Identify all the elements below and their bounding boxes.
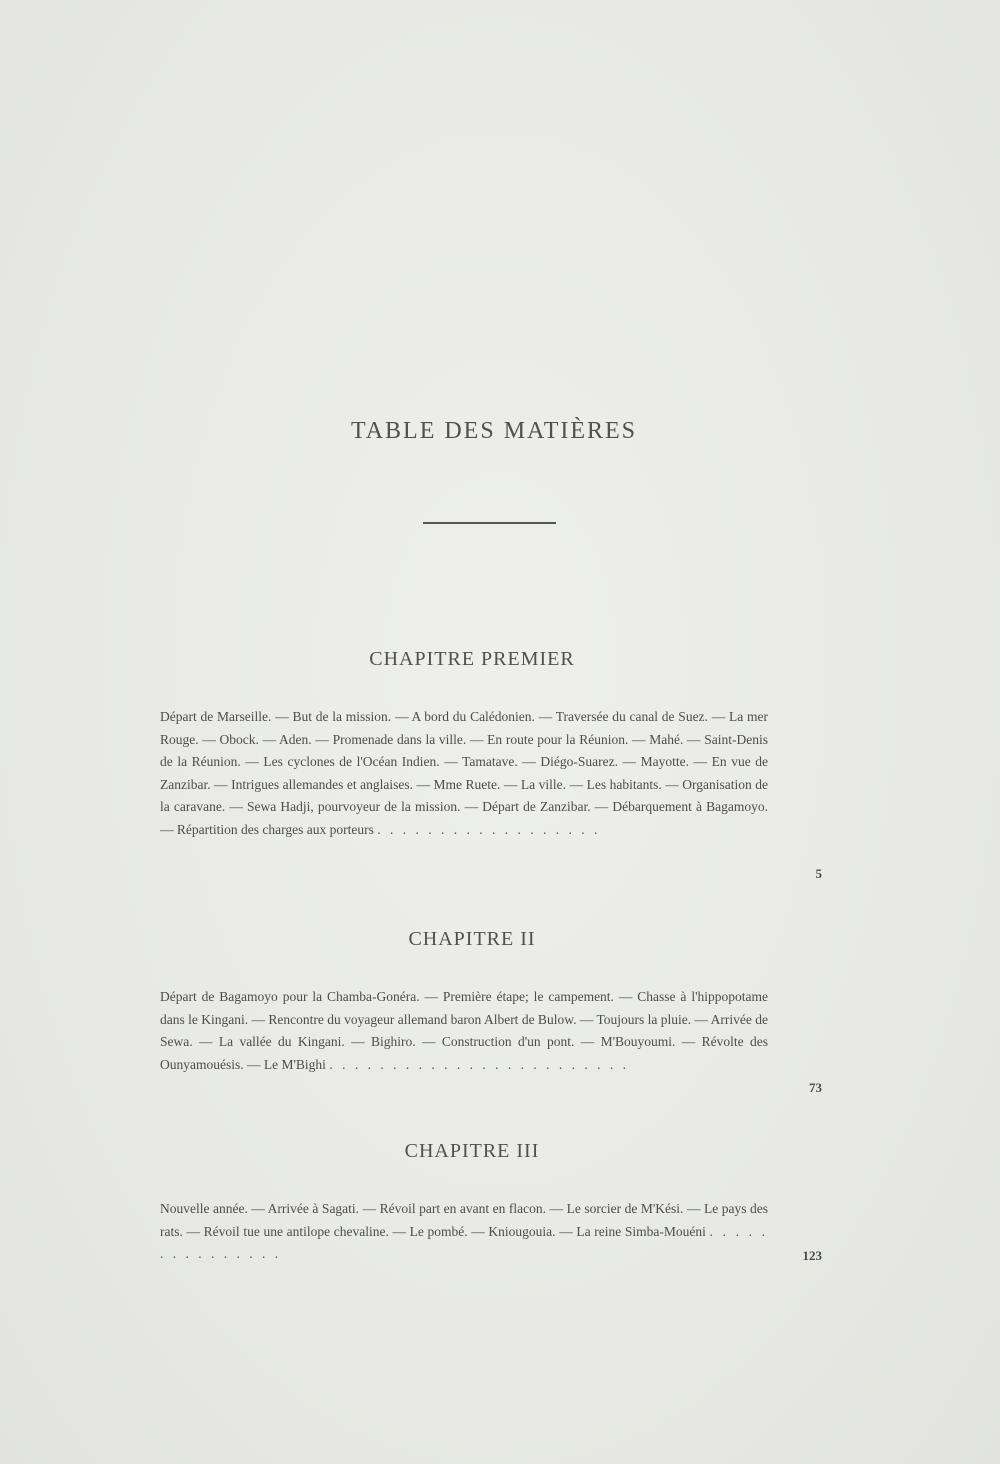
chapter-heading-3: CHAPITRE III <box>404 1140 540 1162</box>
page-title: TABLE DES MATIÈRES <box>350 418 638 444</box>
chapter-summary-text-3: Nouvelle année. — Arrivée à Sagati. — Révoil part en avant en flacon. — Le sorcier de M'Kési. — Le pays des rats. — Révoil tue une antilope chevaline. — Le pombé. — Kniougouia. — La reine Simba-Mouéni <box>160 1201 768 1239</box>
title-divider <box>423 522 556 524</box>
page-number-1: 5 <box>815 866 822 881</box>
chapter-summary-3 <box>160 1198 768 1266</box>
page-number-2: 73 <box>809 1080 822 1095</box>
dot-leader-2: . . . . . . . . . . . . . . . . . . . . . . . . <box>329 1056 629 1072</box>
dot-leader-1: . . . . . . . . . . . . . . . . . . <box>377 821 601 837</box>
chapter-summary-text-2: Départ de Bagamoyo pour la Chamba-Gonéra. — Première étape; le campement. — Chasse à l'hippopotame dans le Kingani. — Rencontre du voyageur allemand baron Albert de Bulow. — Toujours la pluie. — Arrivée de Sewa. — La vallée du Kingani. — Bighiro. — Construction d'un pont. — M'Bouyoumi. — Révolte des Ounyamouésis. — Le M'Bighi <box>160 989 768 1072</box>
chapter-summary-2 <box>160 986 768 1076</box>
chapter-summary-text-1: Départ de Marseille. — But de la mission. — A bord du Calédonien. — Traversée du canal de Suez. — La mer Rouge. — Obock. — Aden. — Promenade dans la ville. — En route pour la Réunion. — Mahé. — Saint-Denis de la Réunion. — Les cyclones de l'Océan Indien. — Tamatave. — Diégo-Suarez. — Mayotte. — En vue de Zanzibar. — Intrigues allemandes et anglaises. — Mme Ruete. — La ville. — Les habitants. — Organisation de la caravane. — Sewa Hadji, pourvoyeur de la mission. — Départ de Zanzibar. — Débarquement à Bagamoyo. — Répartition des charges aux porteurs <box>160 709 768 837</box>
chapter-heading-1: CHAPITRE PREMIER <box>369 648 575 670</box>
chapter-heading-2: CHAPITRE II <box>408 928 536 950</box>
page-number-3: 123 <box>802 1248 822 1263</box>
chapter-summary-1 <box>160 706 768 841</box>
dot-leader-3: . . . . . . . . . . . . . . . <box>160 1223 769 1261</box>
